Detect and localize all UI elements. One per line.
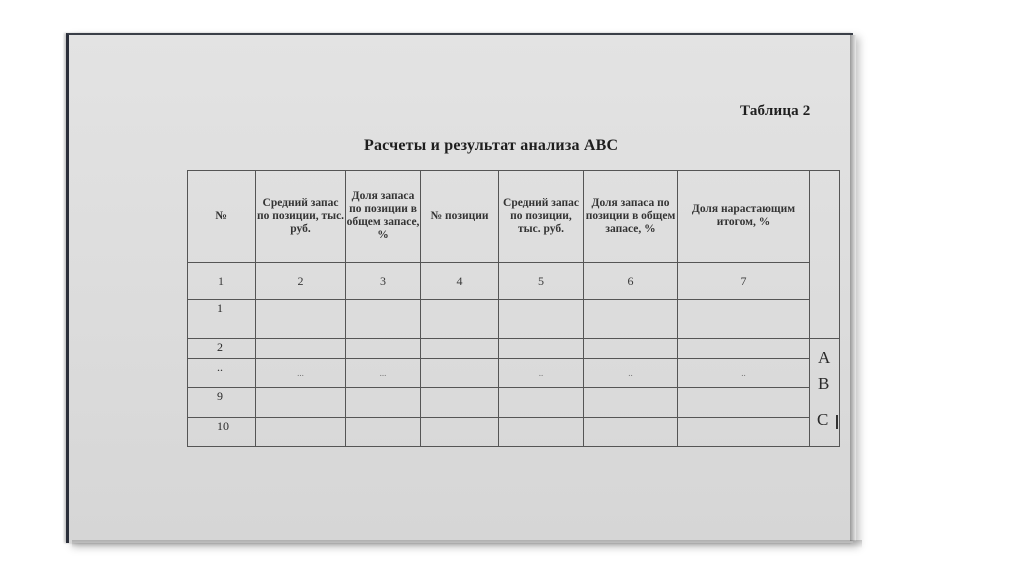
- row-number: 9: [187, 388, 256, 418]
- table-cell: [584, 300, 678, 339]
- table-cell: [499, 300, 584, 339]
- column-header: Доля нарастающим итогом, %: [678, 170, 810, 263]
- table-cell: [584, 388, 678, 418]
- table-cell: [584, 418, 678, 447]
- table-cell: [421, 300, 499, 339]
- group-label-c: C: [817, 410, 829, 429]
- table-cell: [346, 418, 421, 447]
- column-header: Средний запас по позиции, тыс. руб.: [256, 170, 346, 263]
- photo-shadow: [72, 540, 862, 548]
- group-label-a: A: [818, 348, 831, 367]
- table-cell: [421, 418, 499, 447]
- table-cell: [256, 300, 346, 339]
- column-header: Доля запаса по позиции в общем запасе, %: [584, 170, 678, 263]
- group-column-top: [810, 170, 840, 339]
- row-number: ..: [187, 359, 256, 388]
- table-cell: [421, 359, 499, 388]
- table-cell: [421, 388, 499, 418]
- table-cell: [678, 418, 810, 447]
- row-number: 10: [187, 418, 256, 447]
- group-column: [810, 339, 840, 447]
- table-cell: [346, 339, 421, 359]
- table-cell: ...: [346, 359, 421, 388]
- table-cell: [346, 388, 421, 418]
- table-cell: ..: [678, 359, 810, 388]
- column-number: 4: [421, 263, 499, 300]
- row-number: 2: [187, 339, 256, 359]
- table-cell: ..: [584, 359, 678, 388]
- table-cell: [256, 418, 346, 447]
- column-number: 6: [584, 263, 678, 300]
- table-cell: [678, 339, 810, 359]
- table-cell: [346, 300, 421, 339]
- table-cell: [499, 388, 584, 418]
- column-number: 7: [678, 263, 810, 300]
- column-header: № позиции: [421, 170, 499, 263]
- photo-edge: [850, 35, 856, 541]
- table-cell: [256, 388, 346, 418]
- table-cell: [499, 339, 584, 359]
- column-number: 2: [256, 263, 346, 300]
- column-header: №: [187, 170, 256, 263]
- table-cell: [421, 339, 499, 359]
- column-number: 1: [187, 263, 256, 300]
- table-number-label: Таблица 2: [740, 103, 811, 119]
- table-cell: [678, 388, 810, 418]
- group-label-b: B: [818, 374, 830, 393]
- column-header: Доля запаса по позиции в общем запасе, %: [346, 170, 421, 263]
- table-cell: [499, 418, 584, 447]
- column-header: Средний запас по позиции, тыс. руб.: [499, 170, 584, 263]
- table-caption: Расчеты и результат анализа ABC: [364, 137, 619, 154]
- row-number: 1: [187, 300, 256, 339]
- table-cell: ..: [499, 359, 584, 388]
- column-number: 5: [499, 263, 584, 300]
- table-cell: [678, 300, 810, 339]
- column-number: 3: [346, 263, 421, 300]
- table-cell: [584, 339, 678, 359]
- table-cell: ...: [256, 359, 346, 388]
- table-cell: [256, 339, 346, 359]
